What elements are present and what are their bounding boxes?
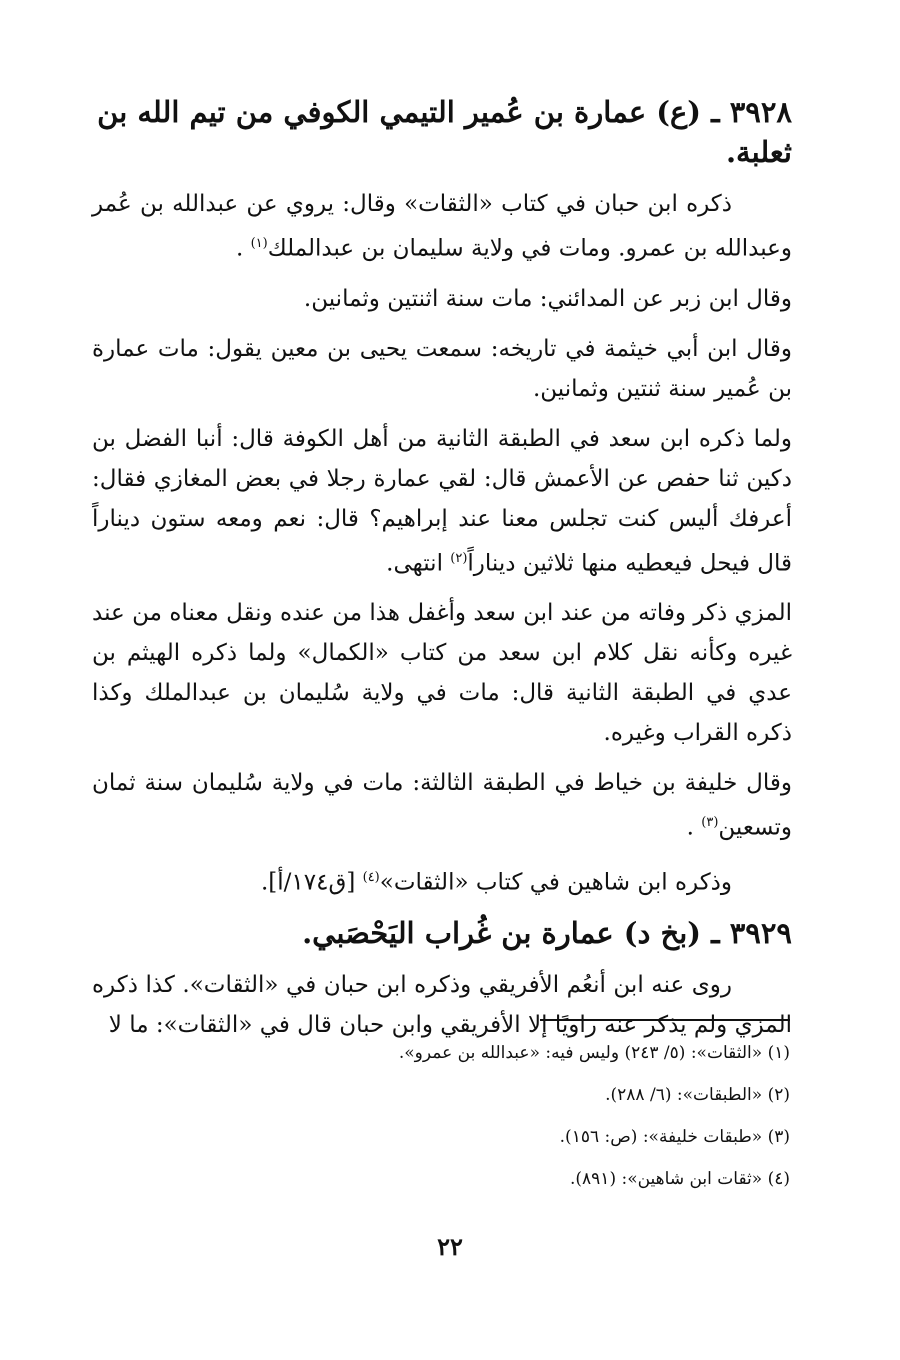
footnotes: [300, 1032, 790, 1200]
footnote: (٣) «طبقات خليفة»: (ص: ١٥٦).: [559, 1127, 790, 1147]
paragraph: وقال ابن أبي خيثمة في تاريخه: سمعت يحيى بن معين يقول: مات عمارة بن عُمير سنة ثنتين وثمانين.: [92, 335, 792, 402]
paragraph-text: ولما ذكره ابن سعد في الطبقة الثانية من أهل الكوفة قال: أنبا الفضل بن دكين ثنا حفص عن الأعمش قال: لقي عمارة رجلا في بعض المغازي فقال: أعرفك أليس كنت تجلس معنا عند إبراهيم؟ قال: نعم ومعه ستون ديناراً قال فيحل فيعطيه منها ثلاثين ديناراً: [92, 425, 792, 577]
footnote-ref[interactable]: (١): [250, 236, 268, 251]
folio-marker: [ق١٧٤/أ].: [260, 869, 356, 896]
paragraph-text: ذكره ابن حبان في كتاب «الثقات» وقال: يروي عن عبدالله بن عُمر وعبدالله بن عمرو. ومات في ولاية سليمان بن عبدالملك: [92, 191, 792, 262]
entry-heading-3928: ٣٩٢٨ ـ (ع) عمارة بن عُمير التيمي الكوفي من تيم الله بن ثعلبة.: [97, 95, 792, 169]
paragraph: وقال ابن زبر عن المدائني: مات سنة اثنتين وثمانين.: [303, 285, 792, 312]
paragraph-text: وقال خليفة بن خياط في الطبقة الثالثة: مات في ولاية سُليمان سنة ثمان وتسعين: [92, 770, 792, 841]
paragraph-text: انتهى.: [386, 550, 443, 577]
footnote-divider: [540, 1019, 790, 1021]
footnote-ref[interactable]: (٢): [450, 550, 468, 566]
paragraph-text: وذكره ابن شاهين في كتاب «الثقات»: [379, 869, 732, 896]
paragraph: روى عنه ابن أنعُم الأفريقي وذكره ابن حبان في «الثقات». كذا ذكره المزي ولم يذكر عنه راويًا إلا الأفريقي وابن حبان قال في «الثقات»: ما لا: [92, 971, 792, 1038]
page-number: ٢٢: [437, 1232, 463, 1261]
paragraph: ذكره ابن حبان في كتاب «الثقات» وقال: يروي عن عبدالله بن عُمر وعبدالله بن عمرو. ومات في ولاية سليمان بن عبدالملك$^{(١)}$ .: [92, 191, 792, 262]
paragraph: وقال خليفة بن خياط في الطبقة الثالثة: مات في ولاية سُليمان سنة ثمان وتسعين$^{(٣)}$ .: [92, 770, 792, 841]
paragraph: [92, 858, 792, 903]
footnote: (١) «الثقات»: (٥/ ٢٤٣) وليس فيه: «عبدالله بن عمرو».: [398, 1043, 790, 1063]
paragraph: [92, 419, 792, 584]
footnote-ref[interactable]: (٤): [362, 869, 380, 885]
footnote: (٤) «ثقات ابن شاهين»: (٨٩١).: [569, 1169, 790, 1189]
entry-heading-3929: ٣٩٢٩ ـ (بخ د) عمارة بن غُراب اليَحْصَبي.: [302, 915, 792, 950]
footnote-ref[interactable]: (٣): [701, 815, 719, 831]
paragraph: المزي ذكر وفاته من عند ابن سعد وأغفل هذا من عنده ونقل معناه من عند غيره وكأنه نقل كلام ابن سعد من كتاب «الكمال» ولما ذكره الهيثم بن عدي في الطبقة الثانية قال: مات في ولاية سُليمان بن عبدالملك وكذا ذكره القراب وغيره.: [92, 600, 792, 747]
page-body: [92, 92, 792, 1055]
footnote: (٢) «الطبقات»: (٦/ ٢٨٨).: [605, 1085, 790, 1105]
